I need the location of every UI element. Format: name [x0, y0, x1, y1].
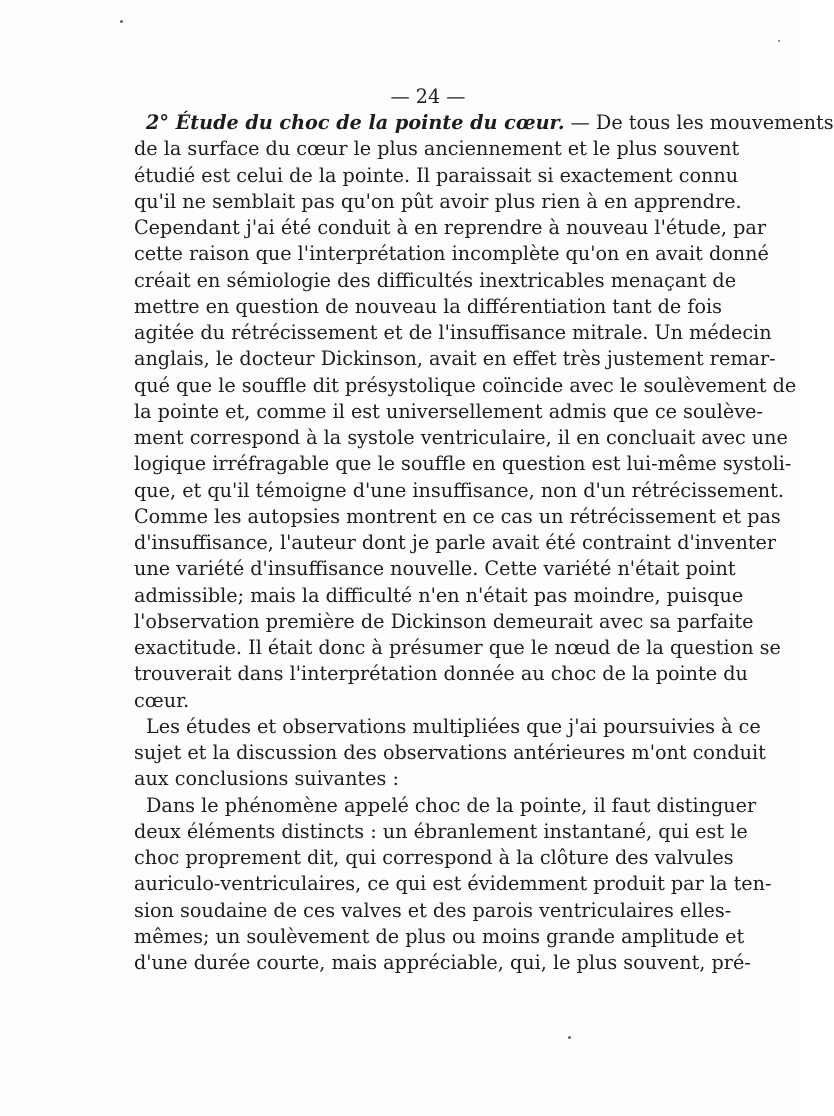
text-line: cœur. — [134, 688, 190, 712]
text-line: qu'il ne semblait pas qu'on pût avoir plus rien à en apprendre. — [134, 189, 742, 213]
paper-speck — [120, 20, 123, 23]
text-line: d'insuffisance, l'auteur dont je parle avait été contraint d'inventer — [134, 531, 777, 554]
text-line: que, et qu'il témoigne d'une insuffisance, non d'un rétrécissement. — [134, 478, 784, 502]
text-line: mettre en question de nouveau la différentiation tant de fois — [134, 294, 723, 318]
paper-speck — [568, 1036, 571, 1039]
text-line: créait en sémiologie des difficultés inextricables menaçant de — [134, 268, 737, 292]
text-line-fragment: — De tous les mouvements — [564, 111, 834, 134]
text-line: d'une durée courte, mais appréciable, qui, le plus souvent, pré- — [134, 951, 751, 974]
text-line: l'observation première de Dickinson demeurait avec sa parfaite — [134, 609, 754, 633]
paragraph-2 — [134, 714, 766, 793]
text-block — [134, 84, 834, 976]
text-line: de la surface du cœur le plus anciennement et le plus souvent — [134, 137, 740, 161]
text-line: Cependant j'ai été conduit à en reprendre à nouveau l'étude, par — [134, 216, 766, 239]
text-line: ment correspond à la systole ventriculaire, il en concluait avec une — [134, 426, 788, 449]
text-line: aux conclusions suivantes : — [134, 767, 399, 791]
paper-speck — [778, 40, 780, 42]
text-line: sion soudaine de ces valves et des parois ventriculaires elles- — [134, 898, 732, 922]
text-line: trouverait dans l'interprétation donnée au choc de la pointe du — [134, 662, 748, 686]
text-line: admissible; mais la difficulté n'en n'était pas moindre, puisque — [134, 583, 744, 607]
paragraph-3 — [134, 793, 772, 977]
text-line: agitée du rétrécissement et de l'insuffisance mitrale. Un médecin — [134, 321, 772, 344]
text-line: deux éléments distincts : un ébranlement instantané, qui est le — [134, 819, 748, 843]
text-line: logique irréfragable que le souffle en question est lui-même systoli- — [134, 452, 792, 476]
page-number: — 24 — — [390, 85, 466, 108]
text-line: choc proprement dit, qui correspond à la clôture des valvules — [134, 846, 734, 869]
section-heading: 2° Étude du choc de la pointe du cœur. — [146, 111, 565, 134]
text-line: anglais, le docteur Dickinson, avait en effet très justement remar- — [134, 347, 776, 371]
text-line: mêmes; un soulèvement de plus ou moins grande amplitude et — [134, 924, 745, 948]
text-line: qué que le souffle dit présystolique coïncide avec le soulèvement de — [134, 373, 797, 397]
text-line: Comme les autopsies montrent en ce cas un rétrécissement et pas — [134, 504, 781, 528]
text-line: exactitude. Il était donc à présumer que le nœud de la question se — [134, 636, 781, 659]
text-line: cette raison que l'interprétation incomplète qu'on en avait donné — [134, 242, 769, 266]
text-line: sujet et la discussion des observations antérieures m'ont conduit — [134, 741, 766, 764]
text-line: auriculo-ventriculaires, ce qui est évidemment produit par la ten- — [134, 872, 772, 896]
text-line: Les études et observations multipliées que j'ai poursuivies à ce — [146, 714, 761, 738]
text-line — [134, 110, 834, 136]
paragraph-1 — [134, 110, 834, 714]
text-line: Dans le phénomène appelé choc de la pointe, il faut distinguer — [146, 793, 757, 817]
text-line: une variété d'insuffisance nouvelle. Cette variété n'était point — [134, 557, 736, 581]
text-line: étudié est celui de la pointe. Il paraissait si exactement connu — [134, 163, 739, 187]
text-line: la pointe et, comme il est universellement admis que ce soulève- — [134, 399, 763, 423]
